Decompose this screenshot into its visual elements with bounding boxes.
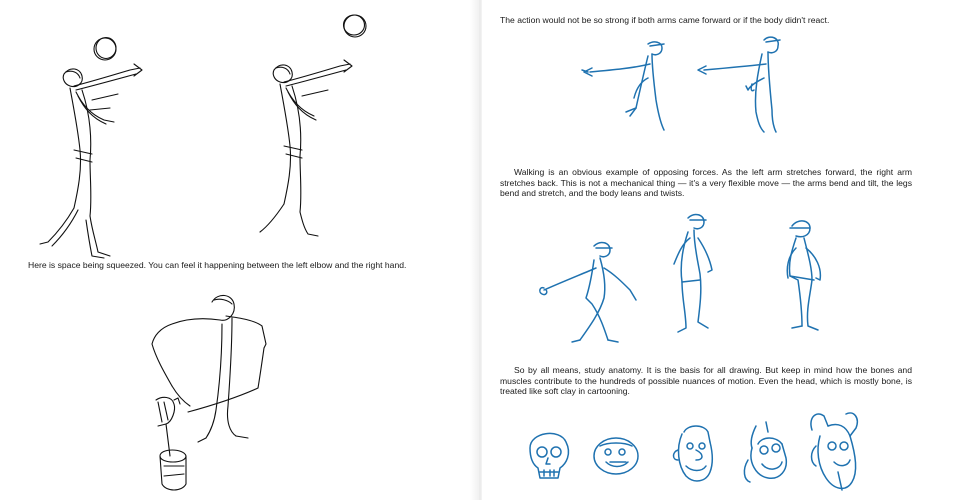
caption-space-squeezed: Here is space being squeezed. You can feel it happening between the left elbow and the right hand. [28,260,407,270]
sketch-walking-figure-1 [534,240,644,350]
sketch-round-face-head [588,432,648,482]
sketch-pointing-figure-2 [692,34,792,134]
caption-study-anatomy: So by all means, study anatomy. It is the basis for all drawing. But keep in mind how the bones and muscles contribute to the hundreds of possible nuances of motion. Even the head, which is mostly bone, is treated like soft clay in cartooning. [500,365,912,397]
right-page [482,0,960,500]
sketch-walking-figure-3 [762,218,842,338]
caption-walking-opposing-forces: Walking is an obvious example of opposing forces. As the left arm stretches forward, the right arm stretches back. This is not a mechanical thing — it's a very flexible move — the arms bend and tilt, the legs bend and stretch, and the body leans and twists. [500,167,912,199]
sketch-volleyball-player-1 [30,30,170,270]
sketch-pointing-figure-1 [578,38,678,128]
sketch-goofy-head [738,418,798,488]
sketch-dog-head-profile [798,406,868,496]
left-page [0,0,478,500]
sketch-walking-figure-2 [654,210,734,340]
sketch-volleyball-player-2 [238,6,378,246]
sketch-skull-head [520,424,580,484]
sketch-man-stretching-drum [136,288,286,498]
caption-arms-forward: The action would not be so strong if both arms came forward or if the body didn't react. [500,15,830,25]
sketch-cartoon-man-head [664,422,724,492]
